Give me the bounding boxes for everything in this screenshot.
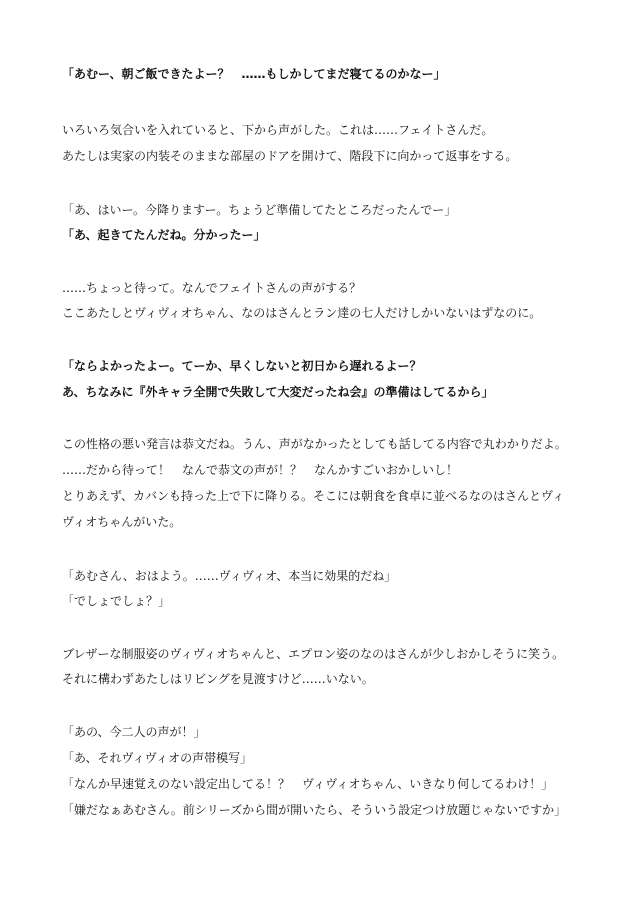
- text-line-10: この性格の悪い発言は恭文だね。うん、声がなかったとしても話してる内容で丸わかりだよ。: [62, 437, 567, 451]
- text-line-15: 「でしょでしょ？」: [62, 594, 171, 608]
- text-line-13: ヴィオちゃんがいた。: [62, 515, 182, 529]
- text-line-7: ここあたしとヴィヴィオちゃん、なのはさんとラン達の七人だけしかいないはずなのに。: [62, 306, 542, 320]
- text-line-14: 「あむさん、おはよう。……ヴィヴィオ、本当に効果的だね」: [62, 569, 397, 583]
- text-line-6: ……ちょっと待って。なんでフェイトさんの声がする？: [62, 281, 362, 295]
- text-line-20: 「なんか早速覚えのない設定出してる！？ ヴィヴィオちゃん、いきなり何してるわけ！」: [62, 777, 554, 791]
- text-line-5: 「あ、起きてたんだね。分かったー」: [62, 228, 266, 242]
- text-line-4: 「あ、はいー。今降りますー。ちょうど準備してたところだったんでー」: [62, 203, 457, 217]
- text-line-1: 「あむー、朝ご飯できたよー？ ……もしかしてまだ寝てるのかなー」: [62, 67, 446, 81]
- text-line-19: 「あ、それヴィヴィオの声帯模写」: [62, 751, 253, 765]
- text-line-8: 「ならよかったよー。てーか、早くしないと初日から遅れるよー？: [62, 359, 422, 373]
- text-line-18: 「あの、今二人の声が！」: [62, 725, 206, 739]
- text-line-16: ブレザーな制服姿のヴィヴィオちゃんと、エプロン姿のなのはさんが少しおかしそうに笑う。: [62, 647, 565, 661]
- text-line-21: 「嫌だなぁあむさん。前シリーズから間が開いたら、そういう設定つけ放題じゃないですか」: [62, 803, 567, 817]
- text-line-3: あたしは実家の内装そのままな部屋のドアを開けて、階段下に向かって返事をする。: [62, 149, 518, 163]
- text-line-17: それに構わずあたしはリビングを見渡すけど……いない。: [62, 672, 374, 686]
- text-line-11: ……だから待って！ なんで恭文の声が！？ なんかすごいおかしいし！: [62, 463, 459, 477]
- text-line-12: とりあえず、カバンも持った上で下に降りる。そこには朝食を食卓に並べるなのはさんとヴィ: [62, 489, 565, 503]
- text-line-9: あ、ちなみに『外キャラ全開で失敗して大変だったね会』の準備はしてるから」: [62, 385, 494, 399]
- text-line-2: いろいろ気合いを入れていると、下から声がした。これは……フェイトさんだ。: [62, 123, 494, 137]
